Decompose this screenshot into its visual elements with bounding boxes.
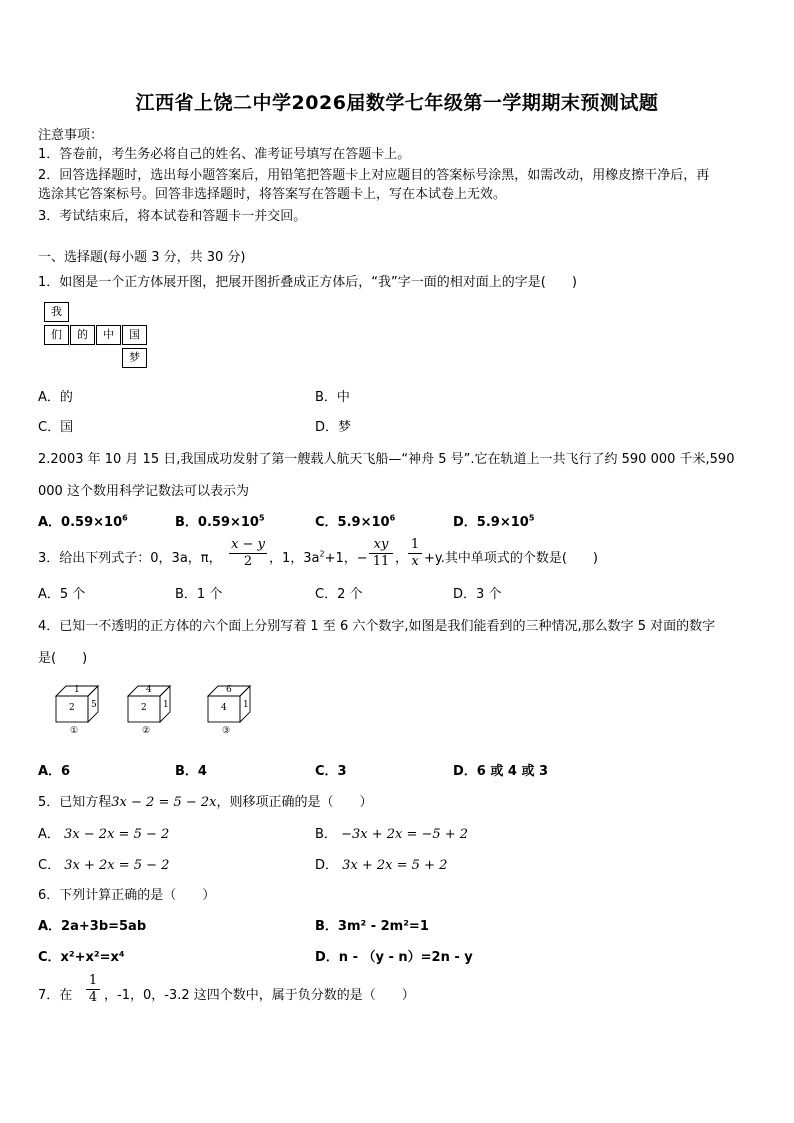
q3-fraction-1: x − y 2 <box>229 537 267 570</box>
net-cell-meng: 梦 <box>122 348 147 368</box>
cube-3-side: 1 <box>243 700 249 710</box>
dice-svg <box>50 684 270 738</box>
q3-fraction-2: xy 11 <box>369 537 393 570</box>
q2-option-a[interactable]: A．$0.59\times 10^6$ <box>38 513 128 530</box>
q3-fraction-3: 1 x <box>408 537 422 570</box>
net-cell-wo: 我 <box>44 302 69 322</box>
question-7-prefix: 7．在 <box>38 988 73 1003</box>
notice-item-3: 3．考试结束后，将本试卷和答题卡一并交回。 <box>38 209 307 224</box>
question-4-line-2: 是( ) <box>38 651 88 666</box>
q6-option-b[interactable]: B．3m² - 2m²=1 <box>315 919 429 934</box>
cube-3-top: 6 <box>226 685 232 695</box>
q1-option-a[interactable]: A．的 <box>38 390 73 405</box>
question-3-mid-3: ， <box>395 551 409 566</box>
q5-option-a[interactable]: A． 3x − 2x = 5 − 2 <box>38 827 170 842</box>
q1-option-d[interactable]: D．梦 <box>315 420 352 435</box>
notice-item-2: 2．回答选择题时，选出每小题答案后，用铅笔把答题卡上对应题目的答案标号涂黑，如需改动，用橡皮擦干净后，再 <box>38 168 710 183</box>
q1-option-b[interactable]: B．中 <box>315 390 350 405</box>
question-3-prefix: 3．给出下列式子：0，3a，π， <box>38 551 222 566</box>
cube-2-top: 4 <box>146 685 152 695</box>
cube-3-front: 4 <box>221 703 227 713</box>
q2-option-d[interactable]: D．$5.9\times 10^5$ <box>453 513 535 530</box>
cube-2-front: 2 <box>141 703 147 713</box>
question-2-line-2: 000 这个数用科学记数法可以表示为 <box>38 484 249 499</box>
q2-option-c[interactable]: C．$5.9\times 10^6$ <box>315 513 396 530</box>
q4-option-d[interactable]: D．6 或 4 或 3 <box>453 764 549 779</box>
q3-option-d[interactable]: D．3 个 <box>453 587 502 602</box>
section-heading: 一、选择题(每小题 3 分，共 30 分) <box>38 250 246 265</box>
q3-option-c[interactable]: C．2 个 <box>315 587 363 602</box>
net-cell-zhong: 中 <box>96 325 121 345</box>
q5-option-c[interactable]: C． 3x + 2x = 5 − 2 <box>38 858 170 873</box>
notice-heading: 注意事项： <box>38 128 104 143</box>
q7-fraction: 1 4 <box>86 973 100 1006</box>
cube-3-label: ③ <box>222 726 231 736</box>
question-3-suffix: +y.其中单项式的个数是( ) <box>424 551 599 566</box>
cube-1-front: 2 <box>69 703 75 713</box>
cube-2-side: 1 <box>163 700 169 710</box>
question-5-text: 5．已知方程3x − 2 = 5 − 2x，则移项正确的是（ ） <box>38 795 373 810</box>
q3-option-a[interactable]: A．5 个 <box>38 587 86 602</box>
q5-option-b[interactable]: B． −3x + 2x = −5 + 2 <box>315 827 469 842</box>
page-title: 江西省上饶二中学2026届数学七年级第一学期期末预测试题 <box>135 92 659 114</box>
question-1-text: 1．如图是一个正方体展开图，把展开图折叠成正方体后，“我”字一面的相对面上的字是( ) <box>38 275 577 290</box>
cube-1-label: ① <box>70 726 79 736</box>
net-cell-de: 的 <box>70 325 95 345</box>
q4-option-b[interactable]: B．4 <box>175 764 207 779</box>
notice-item-2-cont: 选涂其它答案标号。回答非选择题时，将答案写在答题卡上，写在本试卷上无效。 <box>38 187 507 202</box>
question-2-line-1: 2.2003 年 10 月 15 日,我国成功发射了第一艘载人航天飞船—“神舟 5 号”.它在轨道上一共飞行了约 590 000 千米,590 <box>38 452 735 467</box>
question-7-suffix: ，-1，0，-3.2 这四个数中，属于负分数的是（ ） <box>104 988 415 1003</box>
q1-option-c[interactable]: C．国 <box>38 420 74 435</box>
question-4-line-1: 4．已知一不透明的正方体的六个面上分别写着 1 至 6 六个数字,如图是我们能看到的三种情况,那么数字 5 对面的数字 <box>38 619 716 634</box>
cube-1-top: 1 <box>74 685 80 695</box>
q4-option-a[interactable]: A．6 <box>38 764 71 779</box>
q3-option-b[interactable]: B．1 个 <box>175 587 223 602</box>
net-cell-men: 们 <box>44 325 69 345</box>
q6-option-d[interactable]: D．n - （y - n）=2n - y <box>315 950 473 965</box>
q4-option-c[interactable]: C．3 <box>315 764 347 779</box>
question-3-mid-1: ，1，$3a^2+1$，− <box>269 549 368 566</box>
q2-option-b[interactable]: B．$0.59\times 10^5$ <box>175 513 265 530</box>
q6-option-c[interactable]: C．x²+x²=x⁴ <box>38 950 125 965</box>
cube-2-label: ② <box>142 726 151 736</box>
q5-option-d[interactable]: D． 3x + 2x = 5 + 2 <box>315 858 448 873</box>
net-cell-guo: 国 <box>122 325 147 345</box>
notice-item-1: 1．答卷前，考生务必将自己的姓名、准考证号填写在答题卡上。 <box>38 147 411 162</box>
q6-option-a[interactable]: A．2a+3b=5ab <box>38 919 147 934</box>
question-6-text: 6．下列计算正确的是（ ） <box>38 888 216 903</box>
cube-1-side: 5 <box>91 700 97 710</box>
